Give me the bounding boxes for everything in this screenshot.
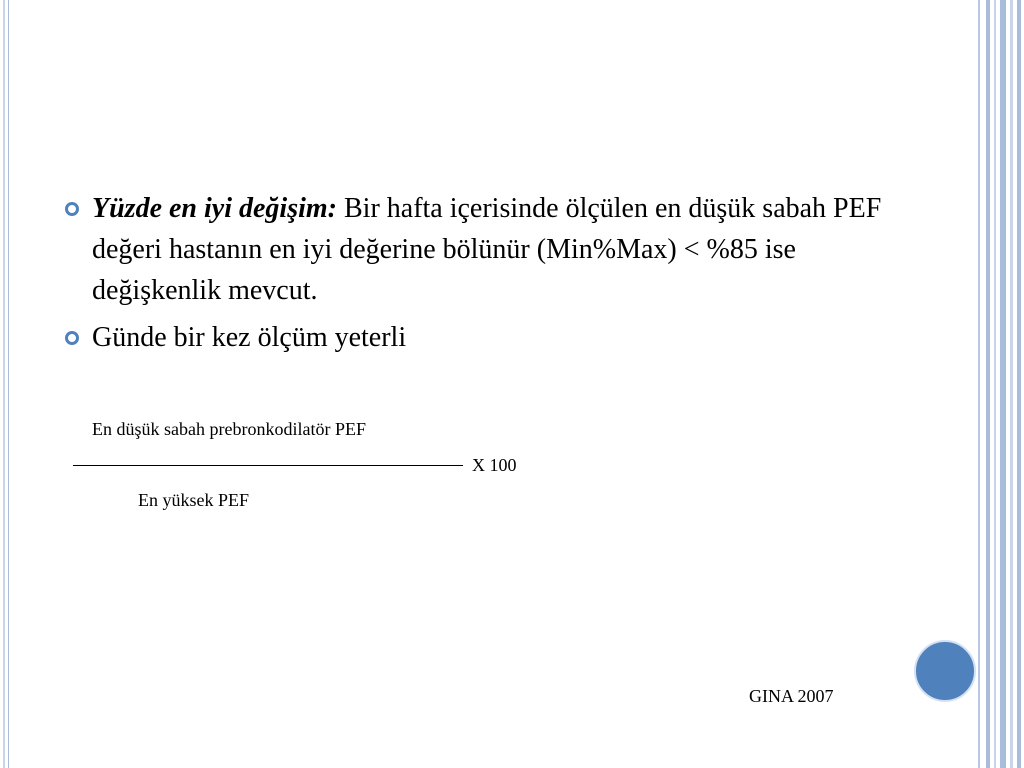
bullet-lead-text: Yüzde en iyi değişim: (92, 193, 337, 224)
left-frame-line-inner (8, 0, 9, 768)
bullet-body-text: Günde bir kez ölçüm yeterli (92, 322, 407, 353)
right-frame-line-3 (994, 0, 996, 768)
formula-denominator: En yüksek PEF (138, 490, 250, 510)
right-frame-line-1 (978, 0, 980, 768)
bullet-circle-icon (65, 202, 79, 216)
right-frame-line-4 (1000, 0, 1006, 768)
bullet-item-daily-measurement (62, 317, 922, 358)
right-frame-line-2 (986, 0, 990, 768)
bullet-circle-icon (65, 331, 79, 345)
formula-multiplier: X 100 (472, 455, 517, 475)
bullet-item-percent-change (62, 188, 922, 311)
source-note: GINA 2007 (749, 686, 834, 706)
formula-numerator: En düşük sabah prebronkodilatör PEF (92, 419, 366, 439)
bullet-body-text: Bir hafta içerisinde ölçülen en düşük sabah PEF değeri hastanın en iyi değerine bölünür (Min%Max) < %85 ise değişkenlik mevcut. (92, 193, 882, 306)
fraction-line (73, 465, 463, 466)
right-frame-line-6 (1017, 0, 1021, 768)
right-frame-line-5 (1010, 0, 1013, 768)
bullet-list (62, 188, 922, 364)
left-frame-line-outer (3, 0, 5, 768)
decorative-circle-icon (914, 640, 976, 702)
